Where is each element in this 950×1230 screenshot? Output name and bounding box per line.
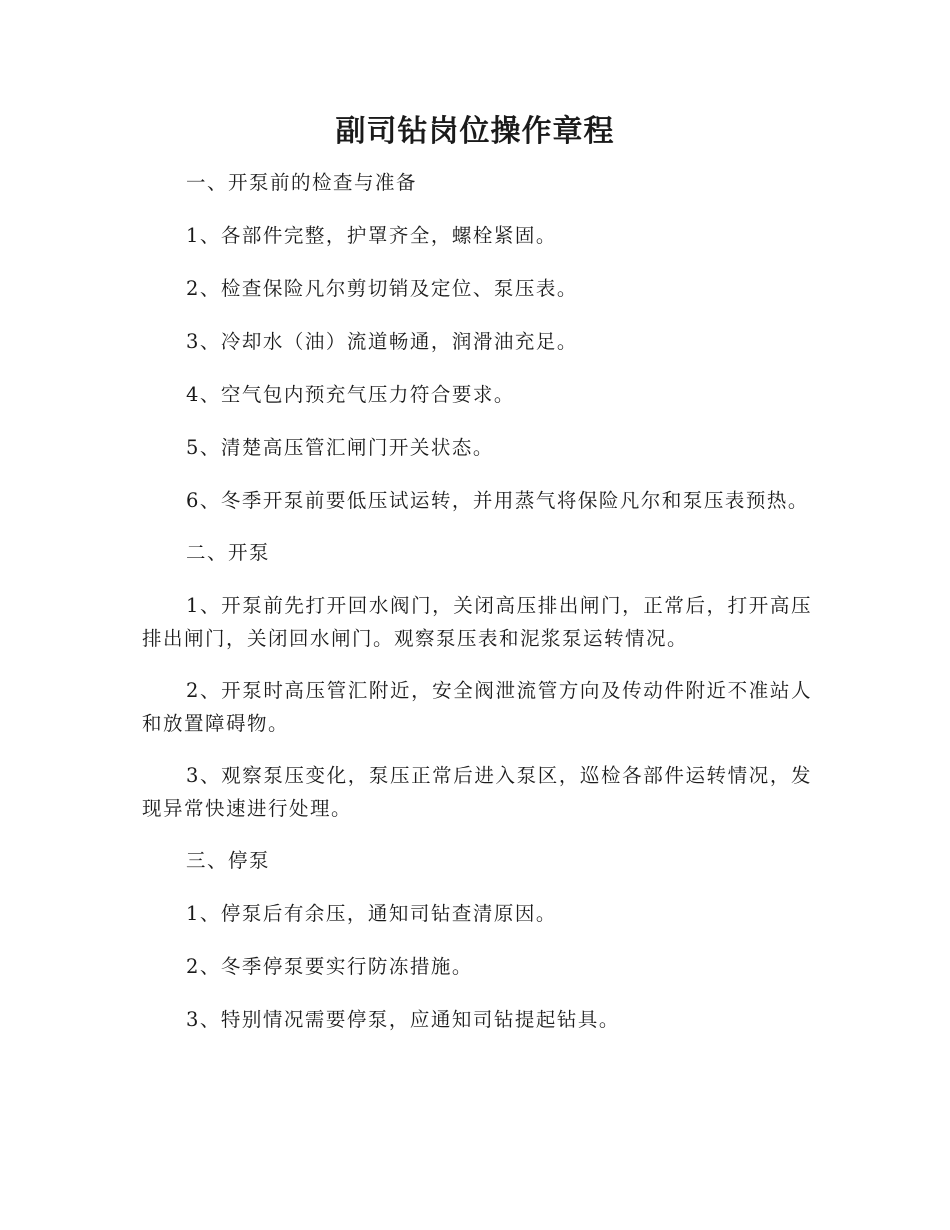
paragraph-1-2: 2、检查保险凡尔剪切销及定位、泵压表。 <box>186 277 578 300</box>
document-title: 副司钻岗位操作章程 <box>335 114 615 149</box>
paragraph-2-3: 3、观察泵压变化，泵压正常后进入泵区，巡检各部件运转情况，发现异常快速进行处理。 <box>142 764 812 820</box>
paragraph-1-4: 4、空气包内预充气压力符合要求。 <box>186 383 515 406</box>
paragraph-1-1: 1、各部件完整，护罩齐全，螺栓紧固。 <box>186 224 557 247</box>
section-heading-3: 三、停泵 <box>186 849 271 872</box>
document-body <box>142 166 812 1056</box>
paragraph-3-1: 1、停泵后有余压，通知司钻查清原因。 <box>186 902 557 925</box>
paragraph-1-6: 6、冬季开泵前要低压试运转，并用蒸气将保险凡尔和泵压表预热。 <box>186 489 809 512</box>
paragraph-3-2: 2、冬季停泵要实行防冻措施。 <box>186 955 473 978</box>
paragraph-1-5: 5、清楚高压管汇闸门开关状态。 <box>186 436 494 459</box>
paragraph-2-1: 1、开泵前先打开回水阀门，关闭高压排出闸门，正常后，打开高压排出闸门，关闭回水闸门。观察泵压表和泥浆泵运转情况。 <box>142 594 812 650</box>
section-heading-1: 一、开泵前的检查与准备 <box>186 171 418 194</box>
paragraph-2-2: 2、开泵时高压管汇附近，安全阀泄流管方向及传动件附近不准站人和放置障碍物。 <box>142 679 812 735</box>
paragraph-1-3: 3、冷却水（油）流道畅通，润滑油充足。 <box>186 330 578 353</box>
section-heading-2: 二、开泵 <box>186 541 271 564</box>
paragraph-3-3: 3、特别情况需要停泵，应通知司钻提起钻具。 <box>186 1008 620 1031</box>
